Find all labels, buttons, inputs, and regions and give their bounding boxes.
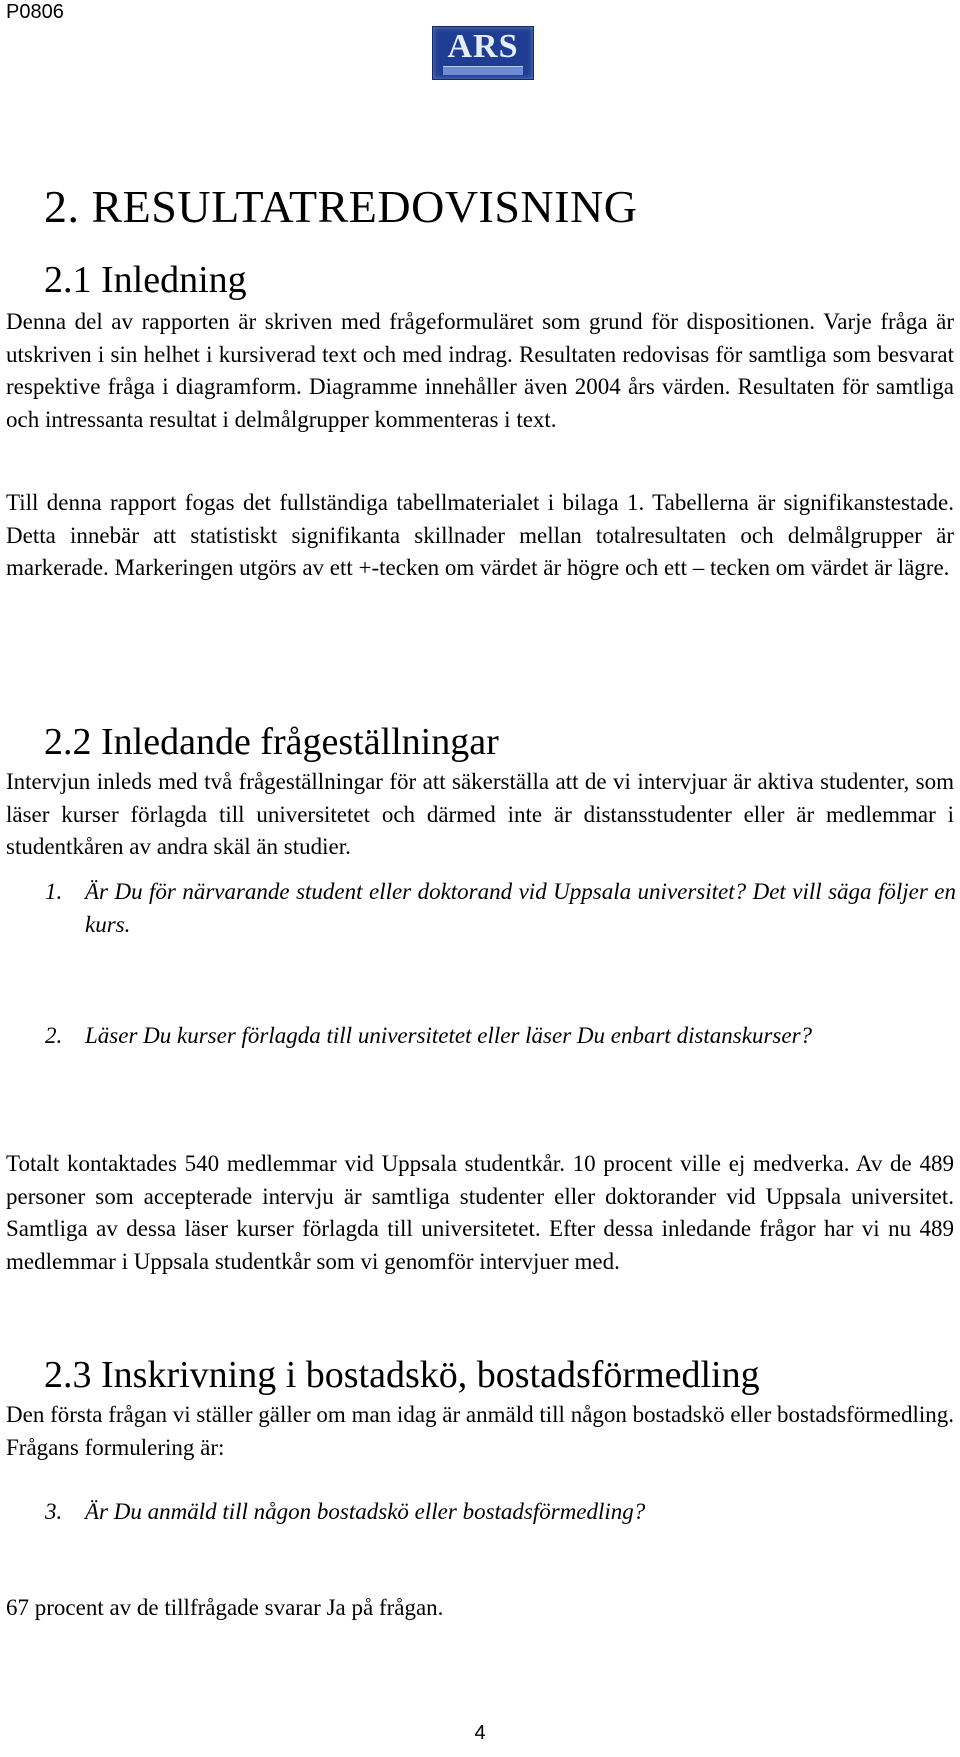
paragraph-section-3-intro: Den första frågan vi ställer gäller om man idag är anmäld till någon bostadskö eller bostadsförmedling. Frågans formulering är:	[6, 1402, 954, 1460]
question-text: Är Du anmäld till någon bostadskö eller bostadsförmedling?	[85, 1499, 646, 1524]
question-1	[45, 876, 956, 941]
paragraph-contact-results: Totalt kontaktades 540 medlemmar vid Uppsala studentkår. 10 procent ville ej medverka. Av de 489 personer som accepterade intervju är samtliga studenter eller doktorander vid Uppsala universitet. Samtliga av dessa läser kurser förlagda till universitetet. Efter dessa inledande frågor har vi nu 489 medlemmar i Uppsala studentkår som vi genomför intervjuer med.	[6, 1151, 954, 1274]
paragraph-tables: Till denna rapport fogas det fullständiga tabellmaterialet i bilaga 1. Tabellerna är signifikanstestade. Detta innebär att statistiskt signifikanta skillnader mellan totalresultaten och delmålgrupper är markerade. Markeringen utgörs av ett +-tecken om värdet är högre och ett – tecken om värdet är lägre.	[6, 490, 954, 580]
question-number: 1.	[45, 879, 63, 904]
page-number: 4	[474, 1722, 486, 1744]
question-number: 2.	[45, 1023, 63, 1048]
question-text: Läser Du kurser förlagda till universitetet eller läser Du enbart distanskurser?	[85, 1023, 813, 1048]
section-heading-inskrivning: 2.3 Inskrivning i bostadskö, bostadsförmedling	[44, 1354, 760, 1396]
chapter-title: 2. RESULTATREDOVISNING	[44, 181, 638, 232]
paragraph-answer-result: 67 procent av de tillfrågade svarar Ja på frågan.	[6, 1595, 444, 1620]
question-2	[45, 1020, 956, 1053]
question-text: Är Du för närvarande student eller doktorand vid Uppsala universitet? Det vill säga följer en kurs.	[85, 879, 956, 937]
document-code: P0806	[6, 1, 64, 23]
paragraph-intro: Denna del av rapporten är skriven med frågeformuläret som grund för dispositionen. Varje fråga är utskriven i sin helhet i kursiverad text och med indrag. Resultaten redovisas för samtliga som besvarat respektive fråga i diagramform. Diagramme innehåller även 2004 års värden. Resultaten för samtliga och intressanta resultat i delmålgrupper kommenteras i text.	[6, 309, 954, 432]
logo-subtitle-bar	[443, 66, 523, 75]
question-3	[45, 1496, 956, 1529]
ars-logo	[432, 26, 534, 80]
logo-text: ARS	[447, 28, 519, 65]
paragraph-section-2-intro: Intervjun inleds med två frågeställningar för att säkerställa att de vi intervjuar är aktiva studenter, som läser kurser förlagda till universitetet och därmed inte är distansstudenter eller är medlemmar i studentkåren av andra skäl än studier.	[6, 769, 954, 859]
question-number: 3.	[45, 1499, 63, 1524]
section-heading-inledande-fragestallningar: 2.2 Inledande frågeställningar	[44, 721, 499, 763]
section-heading-inledning: 2.1 Inledning	[44, 259, 247, 301]
